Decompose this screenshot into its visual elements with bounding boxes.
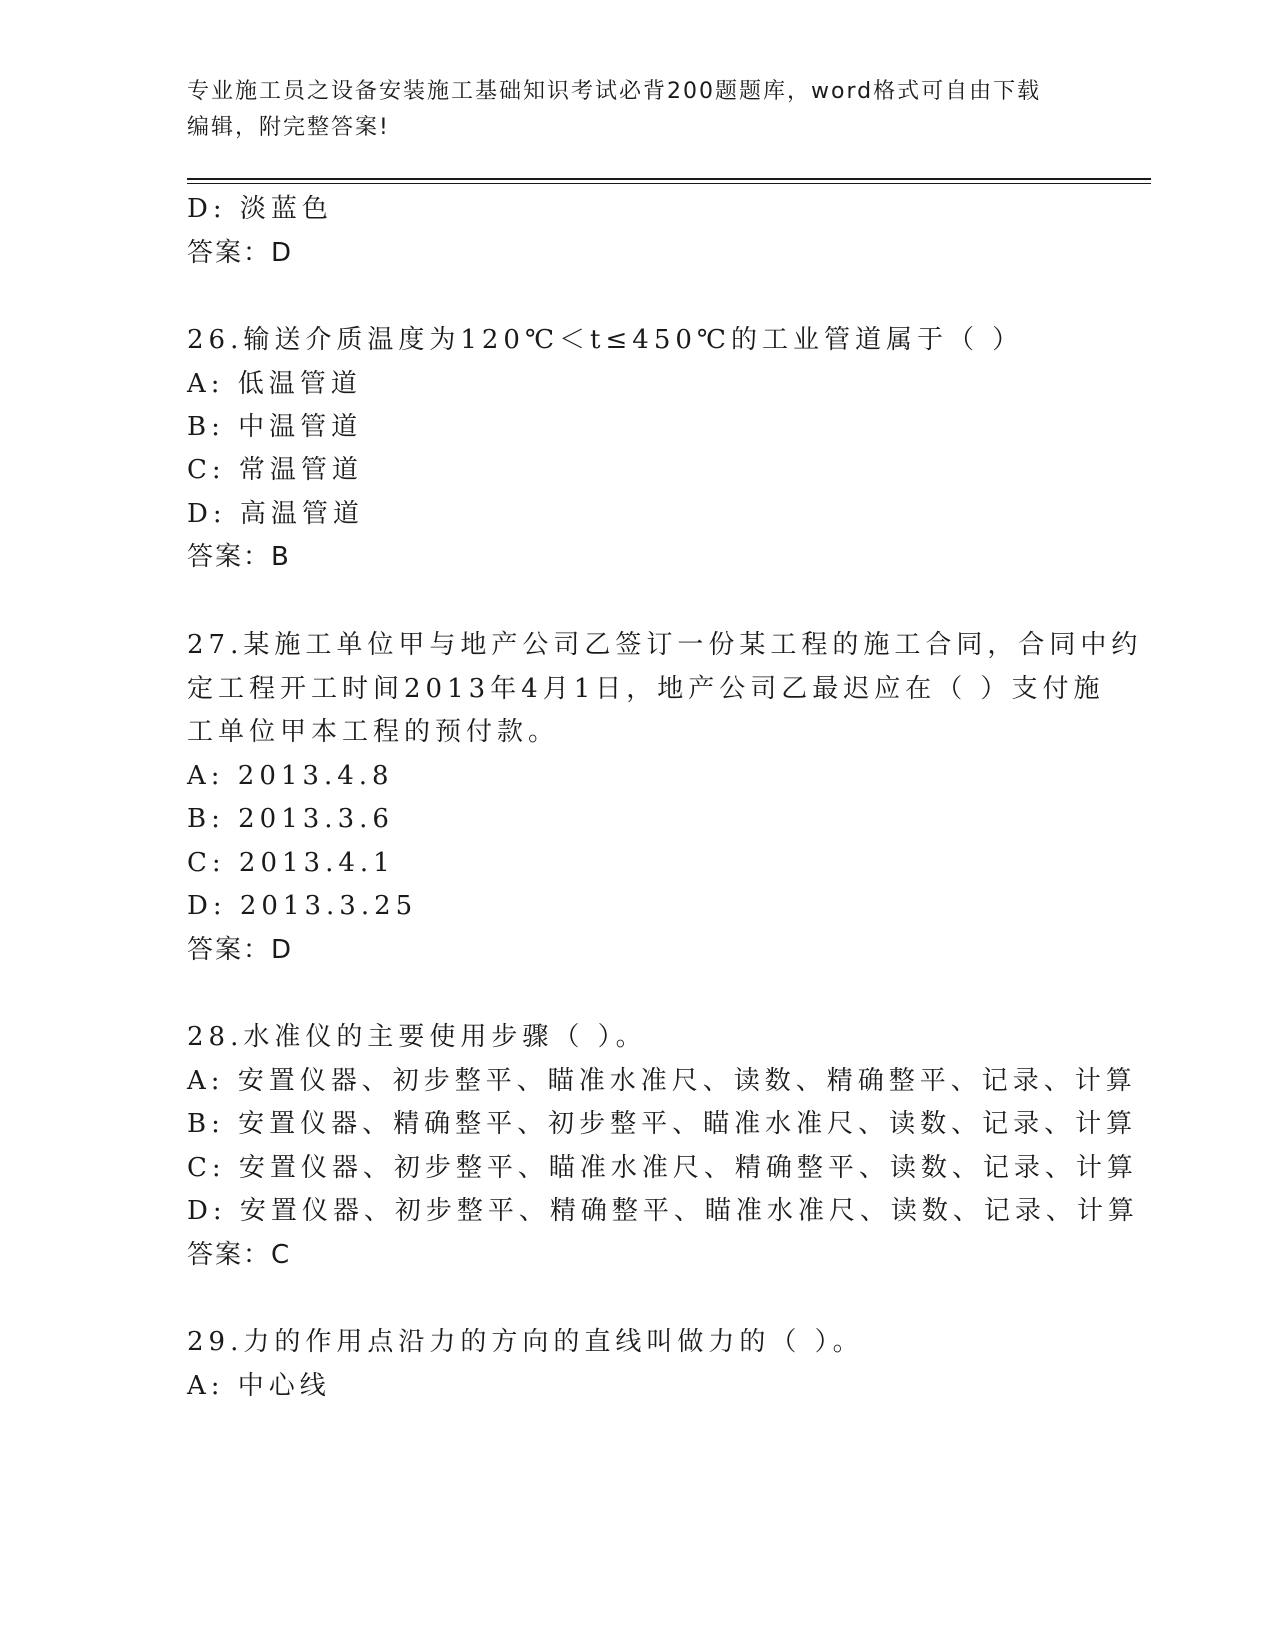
question-28-option-d: D: 安置仪器、初步整平、精确整平、瞄准水准尺、读数、记录、计算 — [187, 1196, 1139, 1226]
header-line-1: 专业施工员之设备安装施工基础知识考试必背200题题库，word格式可自由下载 — [187, 79, 1042, 104]
question-28-option-b: B: 安置仪器、精确整平、初步整平、瞄准水准尺、读数、记录、计算 — [187, 1109, 1138, 1139]
question-26-option-d: D: 高温管道 — [187, 499, 364, 529]
question-28-answer: 答案：C — [187, 1240, 292, 1270]
question-27-option-d: D: 2013.3.25 — [187, 891, 418, 921]
question-27-answer: 答案：D — [187, 935, 294, 965]
prev-answer: 答案：D — [187, 238, 294, 268]
question-27-option-b: B: 2013.3.6 — [187, 804, 394, 834]
question-28-option-c: C: 安置仪器、初步整平、瞄准水准尺、精确整平、读数、记录、计算 — [187, 1153, 1138, 1183]
question-26-option-a: A: 低温管道 — [187, 369, 362, 399]
document-header — [187, 74, 1087, 146]
header-divider-thick — [187, 178, 1151, 180]
question-27-stem-line-2: 定工程开工时间2013年4月1日，地产公司乙最迟应在（ ）支付施 — [187, 674, 1105, 704]
header-divider-thin — [187, 183, 1151, 184]
question-27-option-c: C: 2013.4.1 — [187, 848, 395, 878]
question-28-stem: 28.水准仪的主要使用步骤（ ）。 — [187, 1022, 647, 1052]
question-26-option-b: B: 中温管道 — [187, 412, 363, 442]
question-29-option-a: A: 中心线 — [187, 1371, 331, 1401]
question-27-stem-line-3: 工单位甲本工程的预付款。 — [187, 717, 560, 747]
question-26-answer: 答案：B — [187, 542, 291, 572]
question-28-option-a: A: 安置仪器、初步整平、瞄准水准尺、读数、精确整平、记录、计算 — [187, 1066, 1137, 1096]
question-29-stem: 29.力的作用点沿力的方向的直线叫做力的（ ）。 — [187, 1327, 864, 1357]
header-line-2: 编辑，附完整答案! — [187, 115, 390, 140]
prev-option-d: D: 淡蓝色 — [187, 194, 333, 224]
question-27-option-a: A: 2013.4.8 — [187, 761, 394, 791]
question-27-stem-line-1: 27.某施工单位甲与地产公司乙签订一份某工程的施工合同，合同中约 — [187, 630, 1143, 660]
question-26-stem: 26.输送介质温度为120℃＜t≤450℃的工业管道属于（ ） — [187, 325, 1024, 355]
question-26-option-c: C: 常温管道 — [187, 455, 363, 485]
